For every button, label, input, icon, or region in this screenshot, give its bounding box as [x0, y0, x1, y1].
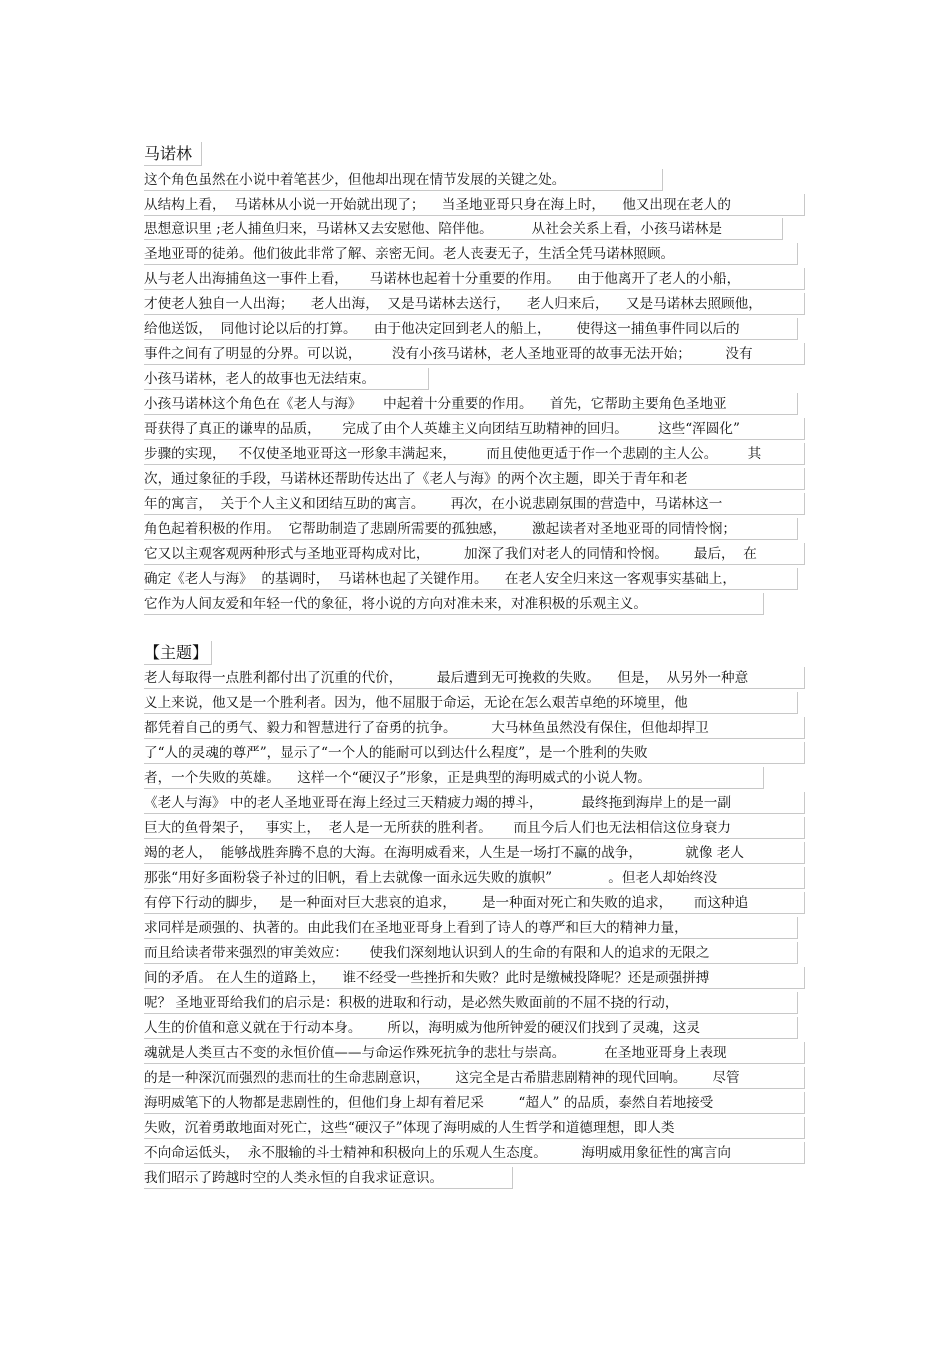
paragraph-line: 步骤的实现， 不仅使圣地亚哥这一形象丰满起来， 而且使他更适于作一个悲剧的主人公。 其 [144, 443, 805, 465]
paragraph-line: 给他送饭， 同他讨论以后的打算。 由于他决定回到老人的船上， 使得这一捕鱼事件同以后的 [144, 318, 798, 340]
paragraph-line: 它又以主观客观两种形式与圣地亚哥构成对比， 加深了我们对老人的同情和怜悯。 最后， 在 [144, 543, 805, 565]
paragraph-line: 《老人与海》 中的老人圣地亚哥在海上经过三天精疲力竭的搏斗， 最终拖到海岸上的是一副 [144, 792, 805, 814]
paragraph-line: 这个角色虽然在小说中着笔甚少，但他却出现在情节发展的关键之处。 [144, 169, 663, 191]
section-title-marinlin: 马诺林 [144, 142, 202, 166]
paragraph-line: 小孩马诺林，老人的故事也无法结束。 [144, 368, 429, 390]
paragraph-line: 有停下行动的脚步， 是一种面对巨大悲哀的追求， 是一种面对死亡和失败的追求， 而这种追 [144, 892, 805, 914]
paragraph-line: 了“人的灵魂的尊严”，显示了“一个人的能耐可以到达什么程度”，是一个胜利的失败 [144, 742, 805, 764]
paragraph-line: 不向命运低头， 永不服输的斗士精神和积极向上的乐观人生态度。 海明威用象征性的寓言向 [144, 1142, 805, 1164]
paragraph-line: 老人每取得一点胜利都付出了沉重的代价， 最后遭到无可挽救的失败。 但是， 从另外一种意 [144, 667, 805, 689]
paragraph-line: 都凭着自己的勇气、毅力和智慧进行了奋勇的抗争。 大马林鱼虽然没有保住，但他却捍卫 [144, 717, 805, 739]
paragraph-line: 海明威笔下的人物都是悲剧性的，但他们身上却有着尼采 “超人” 的品质，泰然自若地接受 [144, 1092, 805, 1114]
paragraph-line: 呢？ 圣地亚哥给我们的启示是：积极的进取和行动，是必然失败面前的不屈不挠的行动， [144, 992, 798, 1014]
paragraph-line: 思想意识里 ;老人捕鱼归来，马诺林又去安慰他、陪伴他。 从社会关系上看，小孩马诺林是 [144, 218, 783, 240]
paragraph-line: 年的寓言， 关于个人主义和团结互助的寓言。 再次，在小说悲剧氛围的营造中，马诺林这一 [144, 493, 805, 515]
paragraph-line: 从与老人出海捕鱼这一事件上看， 马诺林也起着十分重要的作用。 由于他离开了老人的小船， [144, 268, 805, 290]
paragraph-line: 间的矛盾。 在人生的道路上， 谁不经受一些挫折和失败？此时是缴械投降呢？还是顽强拼搏 [144, 967, 805, 989]
paragraph-line: 人生的价值和意义就在于行动本身。 所以，海明威为他所钟爱的硬汉们找到了灵魂，这灵 [144, 1017, 798, 1039]
paragraph-line: 义上来说，他又是一个胜利者。因为，他不屈服于命运，无论在怎么艰苦卓绝的环境里，他 [144, 692, 798, 714]
paragraph-line: 从结构上看， 马诺林从小说一开始就出现了； 当圣地亚哥只身在海上时， 他又出现在老人的 [144, 194, 805, 216]
paragraph-line: 圣地亚哥的徒弟。他们彼此非常了解、亲密无间。老人丧妻无子，生活全凭马诺林照顾。 [144, 243, 798, 265]
paragraph-line: 那张“用好多面粉袋子补过的旧帆，看上去就像一面永远失败的旗帜” 。但老人却始终没 [144, 867, 805, 889]
paragraph-line: 才使老人独自一人出海； 老人出海， 又是马诺林去送行， 老人归来后， 又是马诺林去照顾他， [144, 293, 805, 315]
paragraph-line: 竭的老人， 能够战胜奔腾不息的大海。在海明威看来，人生是一场打不赢的战争， 就像 老人 [144, 842, 805, 864]
paragraph-line: 的是一种深沉而强烈的悲而壮的生命悲剧意识， 这完全是古希腊悲剧精神的现代回响。 尽管 [144, 1067, 805, 1089]
section-title-theme: 【主题】 [144, 641, 212, 665]
paragraph-line: 而且给读者带来强烈的审美效应： 使我们深刻地认识到人的生命的有限和人的追求的无限之 [144, 942, 798, 964]
paragraph-line: 角色起着积极的作用。 它帮助制造了悲剧所需要的孤独感， 激起读者对圣地亚哥的同情怜悯； [144, 518, 798, 540]
paragraph-line: 魂就是人类亘古不变的永恒价值——与命运作殊死抗争的悲壮与崇高。 在圣地亚哥身上表现 [144, 1042, 805, 1064]
paragraph-line: 确定《老人与海》 的基调时， 马诺林也起了关键作用。 在老人安全归来这一客观事实基础上， [144, 568, 798, 590]
paragraph-line: 哥获得了真正的谦卑的品质， 完成了由个人英雄主义向团结互助精神的回归。 这些“浑圆化” [144, 418, 805, 440]
paragraph-line: 求同样是顽强的、执著的。由此我们在圣地亚哥身上看到了诗人的尊严和巨大的精神力量， [144, 917, 798, 939]
paragraph-line: 失败，沉着勇敢地面对死亡，这些“硬汉子”体现了海明威的人生哲学和道德理想，即人类 [144, 1117, 805, 1139]
paragraph-line: 它作为人间友爱和年轻一代的象征，将小说的方向对准未来，对准积极的乐观主义。 [144, 593, 764, 615]
paragraph-line: 次，通过象征的手段，马诺林还帮助传达出了《老人与海》的两个次主题，即关于青年和老 [144, 468, 805, 490]
paragraph-line: 事件之间有了明显的分界。可以说， 没有小孩马诺林，老人圣地亚哥的故事无法开始； 没有 [144, 343, 805, 365]
paragraph-line: 小孩马诺林这个角色在《老人与海》 中起着十分重要的作用。 首先，它帮助主要角色圣地亚 [144, 393, 798, 415]
paragraph-line: 我们昭示了跨越时空的人类永恒的自我求证意识。 [144, 1167, 513, 1189]
paragraph-line: 巨大的鱼骨架子， 事实上， 老人是一无所获的胜利者。 而且今后人们也无法相信这位身衰力 [144, 817, 805, 839]
paragraph-line: 者，一个失败的英雄。 这样一个“硬汉子”形象，正是典型的海明威式的小说人物。 [144, 767, 764, 789]
